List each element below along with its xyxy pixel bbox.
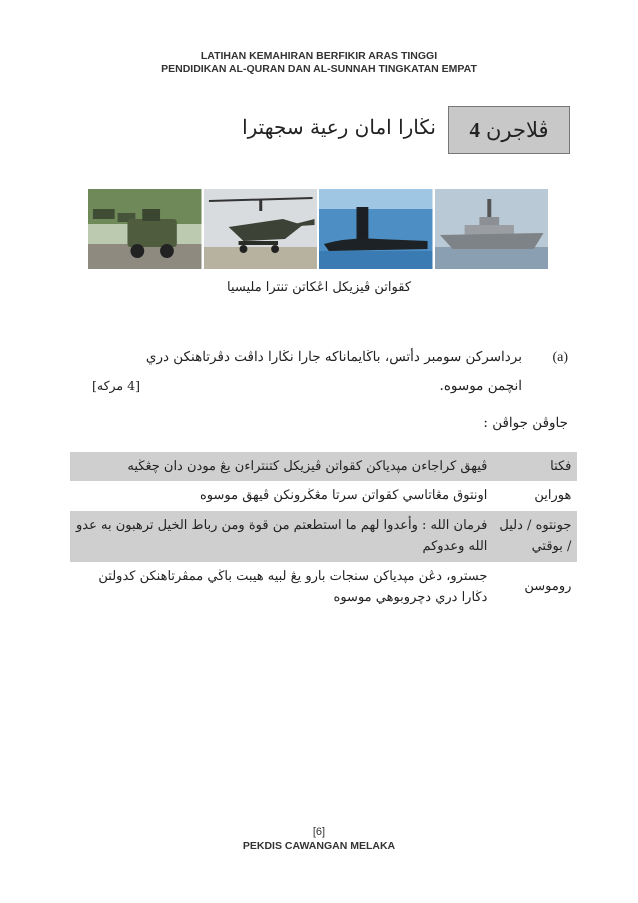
row-content xyxy=(70,452,493,481)
lesson-title-row xyxy=(170,106,570,154)
header-line-2: PENDIDIKAN AL-QURAN DAN AL-SUNNAH TINGKATAN EMPAT xyxy=(161,63,477,75)
header-line-1: LATIHAN KEMAHIRAN BERFIKIR ARAS TINGGI xyxy=(200,50,438,62)
row-content xyxy=(70,562,493,613)
answer-table xyxy=(70,452,577,613)
submarine-photo xyxy=(319,189,433,269)
table-row xyxy=(70,511,577,562)
row-label-line: روموسن xyxy=(524,579,572,595)
row-label-line: جونتوه / دليل xyxy=(499,517,572,533)
row-content xyxy=(70,481,493,510)
row-content-line: جسترو، دڠن مڽدياكن سنجات بارو يڠ لبيه هيبت باڬي ممڤرتاهنكن كدولتن xyxy=(98,568,488,584)
lesson-box xyxy=(448,106,570,154)
question-label: (a) xyxy=(552,350,568,365)
table-row xyxy=(70,562,577,613)
photo-caption: كقواتن ڤيزيكل اڠكاتن تنترا مليسيا xyxy=(226,280,412,295)
question-marks: [4 مركه] xyxy=(92,378,140,393)
table-row xyxy=(70,481,577,510)
lesson-title: نڬارا امان رعية سجهترا xyxy=(242,115,436,139)
attack-helicopter-photo xyxy=(204,189,318,269)
page-number: [6] xyxy=(312,826,326,838)
row-label-line: / بوقتي xyxy=(531,539,572,555)
row-label xyxy=(493,452,577,481)
row-content-line: ڤيهق كراجاءن مڽدياكن كقواتن ڤيزيكل كتنتراءن يڠ مودن دان چڠڬيه xyxy=(127,459,488,474)
armored-vehicle-photo xyxy=(88,189,202,269)
row-label xyxy=(493,511,577,562)
row-label xyxy=(493,562,577,613)
navy-frigate-photo xyxy=(435,189,549,269)
question-line-1: برداسركن سومبر دأتس، باڬايماناكه جارا نڬارا داڤت دڤرتاهنكن دري xyxy=(145,349,522,365)
row-content-line: دڬارا دري دچروبوهي موسوه xyxy=(333,590,488,606)
photo-strip xyxy=(88,189,548,269)
table-row xyxy=(70,452,577,481)
row-label-line: فكتا xyxy=(550,459,572,474)
question-line-2: انچمن موسوه. xyxy=(439,378,522,394)
answer-header: جاوڤن جواڤن : xyxy=(483,415,568,431)
row-content-line: الله وعدوكم xyxy=(422,539,488,555)
row-content-line: اونتوق مڠاتاسي كقواتن سرتا مڠڬرونكن ڤيهق موسوه xyxy=(199,488,488,504)
row-content xyxy=(70,511,493,562)
lesson-number: 4 xyxy=(469,117,480,142)
row-label xyxy=(493,481,577,510)
row-label-line: هوراين xyxy=(534,488,572,504)
footer-text: PEKDIS CAWANGAN MELAKA xyxy=(242,840,396,852)
lesson-label: ڤلاجرن xyxy=(485,118,549,142)
row-content-line: فرمان الله : وأعدوا لهم ما استطعتم من قوة ومن رباط الخيل ترهبون به عدو xyxy=(76,517,488,533)
